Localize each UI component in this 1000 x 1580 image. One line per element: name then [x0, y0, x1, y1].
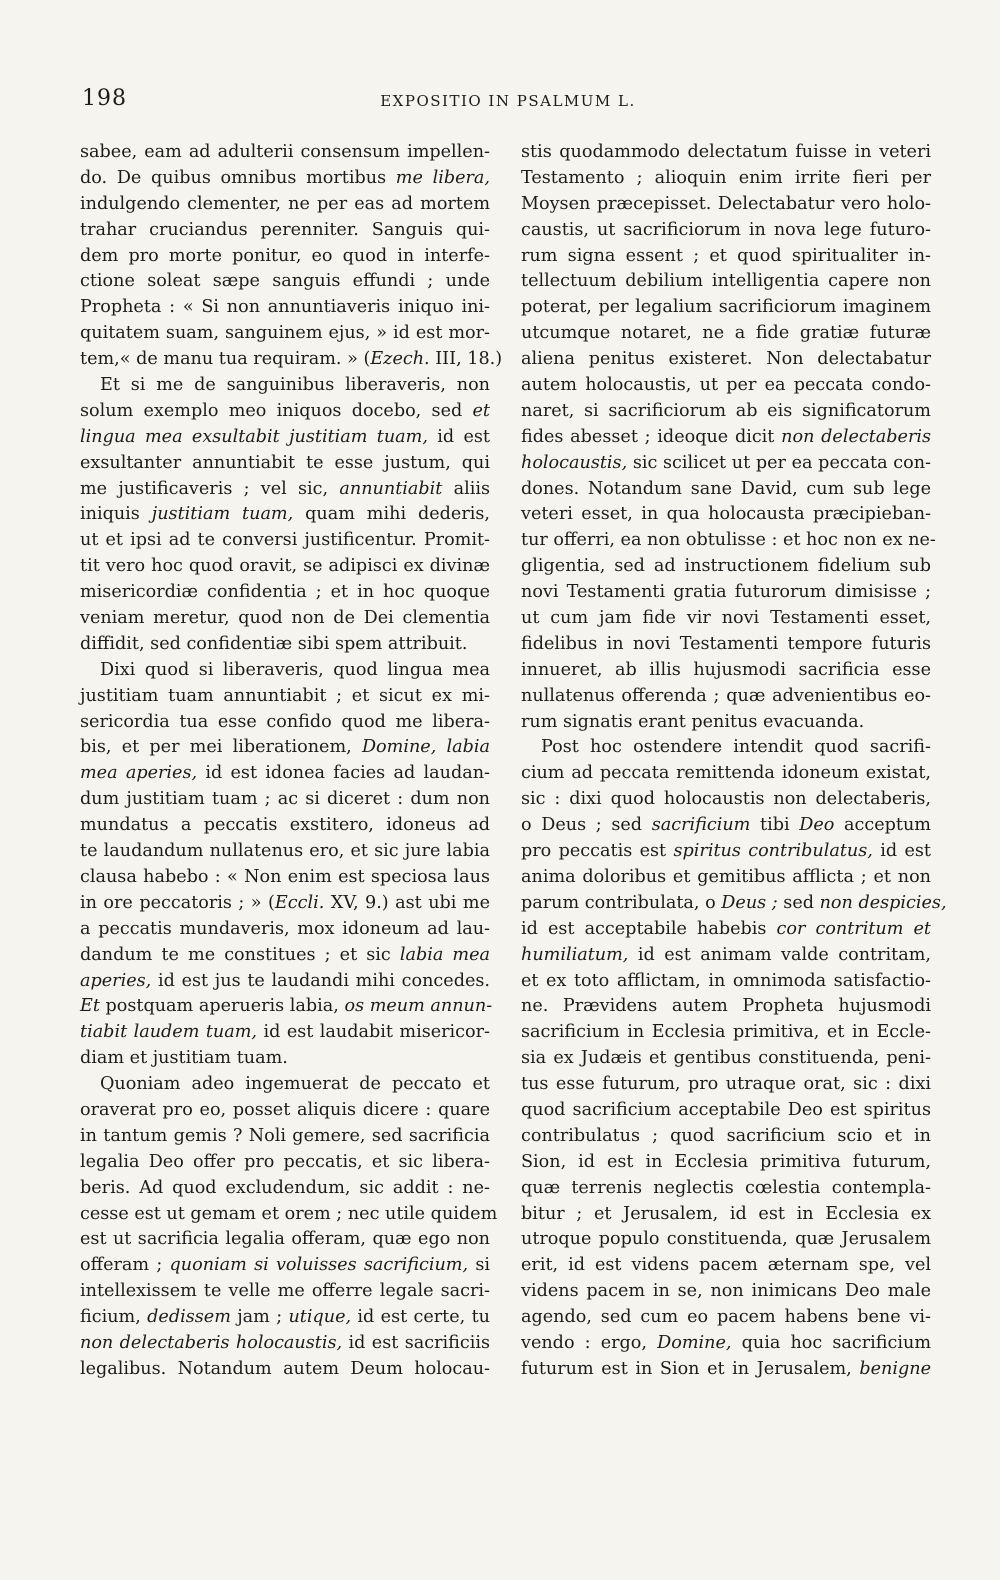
- italic-text: cor contritum et: [776, 918, 931, 939]
- text-line: sia ex Judæis et gentibus constituenda, peni-: [521, 1048, 931, 1069]
- text-line: cium ad peccata remittenda idoneum existat,: [521, 763, 931, 784]
- text-line: mundatus a peccatis exstitero, idoneus ad: [80, 815, 490, 836]
- text-line: futurum est in Sion et in Jerusalem, benigne: [521, 1358, 931, 1379]
- italic-text: mea aperies,: [80, 763, 198, 784]
- text-line: utroque populo constituenda, quæ Jerusalem: [521, 1229, 931, 1250]
- text-line: Testamento ; alioquin enim irrite fieri per: [521, 167, 931, 188]
- text-line: bis, et per mei liberationem, Domine, labia: [80, 737, 490, 758]
- text-line: lingua mea exsultabit justitiam tuam, id est: [80, 426, 490, 447]
- text-line: rum signatis erant penitus evacuanda.: [521, 711, 865, 732]
- italic-text: Ezech.: [370, 349, 430, 370]
- text-line: sabee, eam ad adulterii consensum impellen-: [80, 142, 490, 162]
- text-line: Propheta : « Si non annuntiaveris iniquo ini-: [80, 297, 490, 318]
- italic-text: Deo: [799, 815, 835, 836]
- italic-text: me libera,: [395, 167, 490, 188]
- text-line: clausa habebo : « Non enim est speciosa laus: [80, 866, 490, 887]
- text-line: tur offerri, ea non obtulisse : et hoc non ex ne-: [521, 530, 936, 551]
- text-line: tellectuum debilium intelligentia capere non: [521, 271, 931, 292]
- text-line: sic : dixi quod holocaustis non delectaberis,: [521, 789, 931, 810]
- text-line: tus esse futurum, pro utraque orat, sic : dixi: [521, 1074, 931, 1095]
- text-line: Dixi quod si liberaveris, quod lingua mea: [100, 659, 490, 680]
- text-line: contribulatus ; quod sacrificium scio et in: [521, 1125, 931, 1146]
- italic-text: Eccli.: [274, 892, 325, 913]
- text-line: misericordiæ confidentia ; et in hoc quoque: [80, 582, 490, 603]
- text-line: parum contribulata, o Deus ; sed non despicies,: [521, 892, 947, 913]
- text-line: Et si me de sanguinibus liberaveris, non: [100, 375, 490, 396]
- text-line: te laudandum nullatenus ero, et sic jure labia: [80, 841, 490, 862]
- italic-text: humiliatum,: [521, 944, 629, 965]
- italic-text: os meum annun-: [344, 996, 493, 1017]
- text-line: sericordia tua esse confido quod me libera-: [80, 711, 490, 732]
- text-line: nullatenus offerenda ; quæ advenientibus eo-: [521, 685, 931, 706]
- text-line: naret, si sacrificiorum ab eis significatorum: [521, 400, 931, 421]
- text-line: fides abesset ; ideoque dicit non delectaberis: [521, 426, 932, 447]
- italic-text: spiritus contribulatus,: [673, 841, 873, 862]
- italic-text: aperies,: [80, 970, 152, 991]
- italic-text: utique,: [288, 1307, 352, 1328]
- italic-text: sacrificium: [651, 815, 751, 836]
- text-line: erit, id est videns pacem æternam spe, vel: [521, 1255, 931, 1276]
- text-line: diffidit, sed confidentiæ sibi spem attribuit.: [80, 633, 468, 654]
- text-line: dandum te me constitues ; et sic labia mea: [80, 944, 490, 965]
- page-header: [82, 86, 934, 116]
- text-line: oraverat pro eo, posset aliquis dicere : quare: [80, 1099, 490, 1120]
- text-line: pro peccatis est spiritus contribulatus, id est: [521, 841, 931, 862]
- text-line: justitiam tuam annuntiabit ; et sicut ex mi-: [80, 685, 490, 706]
- text-line: solum exemplo meo iniquos docebo, sed et: [80, 400, 490, 421]
- text-line: autem holocaustis, ut per ea peccata condo-: [521, 375, 931, 396]
- text-line: agendo, sed cum eo pacem habens bene vi-: [521, 1307, 931, 1328]
- text-line: diam et justitiam tuam.: [80, 1048, 288, 1069]
- text-line: videns pacem in se, non inimicans Deo male: [521, 1281, 931, 1302]
- text-line: anima doloribus et gemitibus afflicta ; et non: [521, 866, 931, 887]
- text-line: beris. Ad quod excludendum, sic addit : ne-: [80, 1177, 490, 1198]
- text-line: dem pro morte ponitur, eo quod in interfe-: [80, 245, 490, 266]
- text-line: veniam meretur, quod non de Dei clementia: [80, 608, 490, 629]
- text-line: ut et ipsi ad te conversi justificentur. Promit-: [80, 530, 490, 551]
- text-line: quitatem suam, sanguinem ejus, » id est mor-: [80, 323, 490, 344]
- italic-text: non despicies,: [819, 892, 947, 913]
- text-line: offeram ; quoniam si voluisses sacrificium, si: [80, 1255, 490, 1276]
- text-line: intellexissem te velle me offerre legale sacri-: [80, 1281, 490, 1302]
- right-text-column: [521, 140, 947, 1383]
- text-line: dum justitiam tuam ; ac si diceret : dum non: [80, 789, 490, 810]
- italic-text: tiabit laudem tuam,: [80, 1022, 258, 1043]
- text-line: cesse est ut gemam et orem ; nec utile quidem: [80, 1203, 498, 1224]
- text-line: ctione soleat sæpe sanguis effundi ; unde: [80, 271, 490, 292]
- text-line: me justificaveris ; vel sic, annuntiabit aliis: [80, 478, 490, 499]
- italic-text: labia mea: [399, 944, 490, 965]
- text-line: non delectaberis holocaustis, id est sacrificiis: [80, 1332, 490, 1353]
- text-line: ne. Prævidens autem Propheta hujusmodi: [521, 996, 931, 1017]
- page-number: 198: [82, 86, 127, 111]
- text-line: Sion, id est in Ecclesia primitiva futurum,: [521, 1151, 931, 1172]
- text-line: in ore peccatoris ; » (Eccli. XV, 9.) ast ubi me: [80, 892, 490, 913]
- text-line: stis quodammodo delectatum fuisse in veteri: [521, 142, 931, 162]
- italic-text: Deus ;: [721, 892, 778, 913]
- text-line: aliena penitus existeret. Non delectabatur: [521, 349, 931, 370]
- text-line: exsultanter annuntiabit te esse justum, qui: [80, 452, 490, 473]
- running-title: EXPOSITIO IN PSALMUM L.: [380, 92, 636, 110]
- italic-text: non delectaberis holocaustis,: [80, 1332, 343, 1353]
- text-line: poterat, per legalium sacrificiorum imaginem: [521, 297, 931, 318]
- text-line: id est acceptabile habebis cor contritum et: [521, 918, 931, 939]
- text-line: dones. Notandum sane David, cum sub lege: [521, 478, 931, 499]
- text-line: Quoniam adeo ingemuerat de peccato et: [100, 1074, 490, 1095]
- text-line: novi Testamenti gratia futurorum dimisisse ;: [521, 582, 931, 603]
- italic-text: dedissem: [147, 1307, 231, 1328]
- text-line: quæ terrenis neglectis cœlestia contempla-: [521, 1177, 931, 1198]
- text-line: aperies, id est jus te laudandi mihi concedes.: [80, 970, 490, 991]
- text-line: indulgendo clementer, ne per eas ad mortem: [80, 193, 490, 214]
- text-line: tem,« de manu tua requiram. » (Ezech. III, 18.): [80, 349, 503, 370]
- left-text-column: [80, 140, 503, 1383]
- italic-text: lingua mea exsultabit justitiam tuam,: [80, 426, 428, 447]
- text-line: tit vero hoc quod oravit, se adipisci ex divinæ: [80, 556, 490, 577]
- text-line: fidelibus in novi Testamenti tempore futuris: [521, 633, 931, 654]
- text-line: mea aperies, id est idonea facies ad laudan-: [80, 763, 490, 784]
- text-line: vendo : ergo, Domine, quia hoc sacrificium: [521, 1332, 931, 1353]
- text-line: innueret, ab illis hujusmodi sacrificia esse: [521, 659, 931, 680]
- italic-text: Domine, labia: [361, 737, 490, 758]
- italic-text: holocaustis,: [521, 452, 628, 473]
- text-line: trahar cruciandus perenniter. Sanguis qui-: [80, 219, 490, 240]
- text-line: in tantum gemis ? Noli gemere, sed sacrificia: [80, 1125, 490, 1146]
- text-line: ut cum jam fide vir novi Testamenti esset,: [521, 608, 931, 629]
- italic-text: benigne: [859, 1358, 931, 1379]
- text-line: iniquis justitiam tuam, quam mihi dederis,: [80, 504, 490, 525]
- italic-text: quoniam si voluisses sacrificium,: [169, 1255, 469, 1276]
- text-line: holocaustis, sic scilicet ut per ea peccata con-: [521, 452, 931, 473]
- text-line: legalibus. Notandum autem Deum holocau-: [80, 1358, 490, 1379]
- text-line: veteri esset, in qua holocausta præcipieban-: [521, 504, 931, 525]
- text-line: ficium, dedissem jam ; utique, id est certe, tu: [80, 1307, 490, 1328]
- text-line: o Deus ; sed sacrificium tibi Deo acceptum: [521, 815, 931, 836]
- text-line: humiliatum, id est animam valde contritam,: [521, 944, 931, 965]
- text-line: do. De quibus omnibus mortibus me libera,: [80, 167, 490, 188]
- italic-text: annuntiabit: [339, 478, 443, 499]
- text-line: Moysen præcepisset. Delectabatur vero holo-: [521, 193, 931, 214]
- text-line: Post hoc ostendere intendit quod sacrifi-: [541, 737, 931, 758]
- text-line: Et postquam aperueris labia, os meum annun-: [80, 996, 493, 1017]
- text-line: caustis, ut sacrificiorum in nova lege futuro-: [521, 219, 931, 240]
- text-line: tiabit laudem tuam, id est laudabit misericor-: [80, 1022, 490, 1043]
- italic-text: Et: [80, 996, 100, 1017]
- text-line: et ex toto afflictam, in omnimoda satisfactio-: [521, 970, 931, 991]
- italic-text: Domine,: [657, 1332, 732, 1353]
- text-line: quod sacrificium acceptabile Deo est spiritus: [521, 1099, 931, 1120]
- text-line: gligentia, sed ad instructionem fidelium sub: [521, 556, 931, 577]
- text-line: utcumque notaret, ne a fide gratiæ futuræ: [521, 323, 931, 344]
- italic-text: et: [472, 400, 490, 421]
- text-line: a peccatis mundaveris, mox idoneum ad lau-: [80, 918, 490, 939]
- italic-text: justitiam tuam,: [151, 504, 294, 525]
- text-line: legalia Deo offer pro peccatis, et sic libera-: [80, 1151, 490, 1172]
- text-line: bitur ; et Jerusalem, id est in Ecclesia ex: [521, 1203, 931, 1224]
- text-line: est ut sacrificia legalia offeram, quæ ego non: [80, 1229, 490, 1250]
- text-line: sacrificium in Ecclesia primitiva, et in Eccle-: [521, 1022, 931, 1043]
- italic-text: non delectaberis: [781, 426, 932, 447]
- text-line: rum signa essent ; et quod spiritualiter in-: [521, 245, 931, 266]
